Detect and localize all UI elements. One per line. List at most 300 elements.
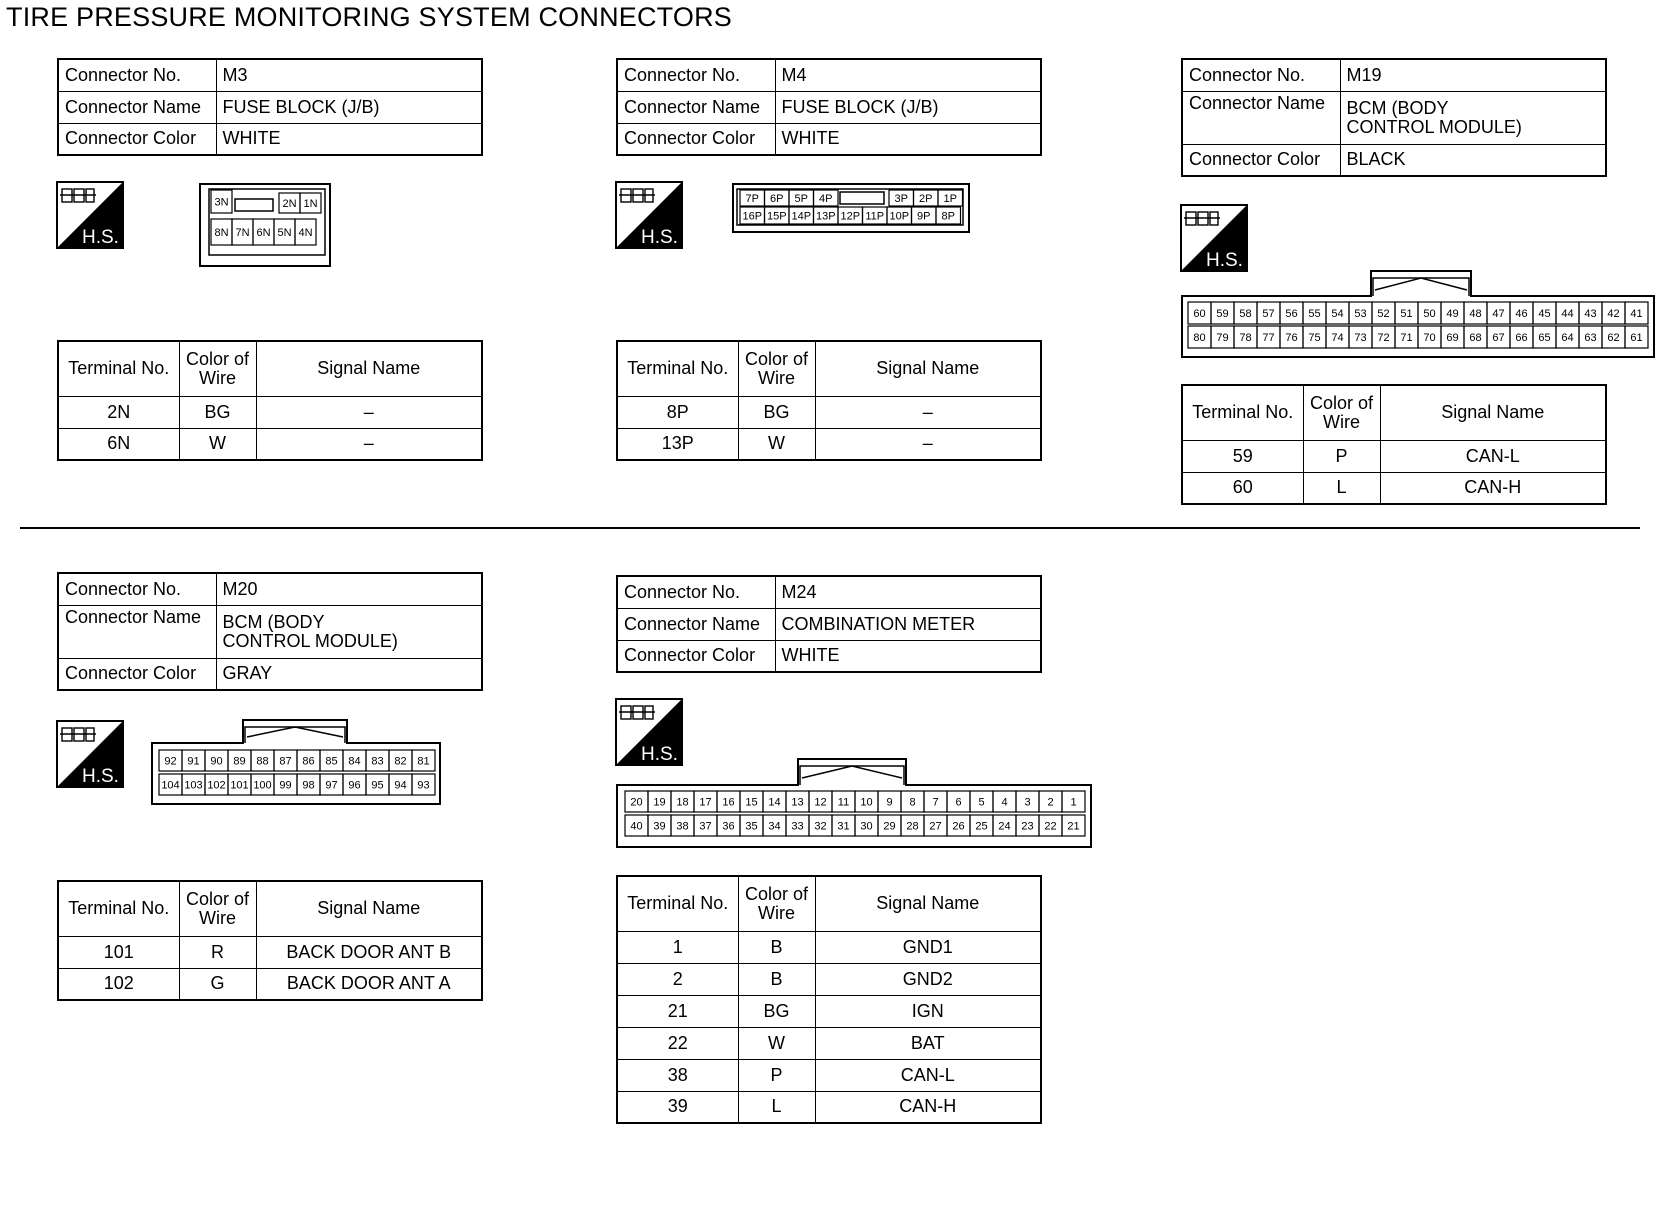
pin-label: 1N xyxy=(303,198,318,210)
pin-cell xyxy=(279,193,300,213)
pin-label: 5 xyxy=(978,796,985,809)
pin-cell xyxy=(901,791,924,812)
connector-no-label: Connector No. xyxy=(617,576,775,608)
pin-cell xyxy=(947,791,970,812)
pin-label: 96 xyxy=(348,779,361,792)
connector-name-label: Connector Name xyxy=(58,605,216,658)
pin-cell xyxy=(832,815,855,836)
terminal-no: 13P xyxy=(617,428,738,460)
pin-label: 85 xyxy=(325,755,338,768)
pin-cell xyxy=(912,207,937,224)
pin-label: 11P xyxy=(865,210,885,223)
connector-color-label: Connector Color xyxy=(617,640,775,672)
pin-label: 37 xyxy=(699,820,712,833)
section-divider xyxy=(20,527,1640,529)
pin-label: 54 xyxy=(1331,308,1344,320)
pin-label: 97 xyxy=(325,779,338,792)
pin-label: 4 xyxy=(1001,796,1008,809)
pin-label: 75 xyxy=(1308,332,1321,344)
wire-color-header: Color of Wire xyxy=(1303,385,1380,440)
pin-label: 73 xyxy=(1354,332,1367,344)
connector-face-m3 xyxy=(199,183,331,267)
pin-label: 92 xyxy=(164,755,177,768)
pin-cell xyxy=(205,750,228,771)
pin-label: 94 xyxy=(394,779,407,792)
terminal-no: 8P xyxy=(617,396,738,428)
pin-label: 10P xyxy=(889,210,910,223)
pin-label: 38 xyxy=(676,820,689,833)
terminal-no: 2 xyxy=(617,963,738,995)
wire-color: BG xyxy=(179,396,256,428)
pin-label: 24 xyxy=(998,820,1011,833)
connector-color-label: Connector Color xyxy=(617,123,775,155)
pin-label: 5P xyxy=(794,193,808,205)
connector-name-value: FUSE BLOCK (J/B) xyxy=(775,91,1041,123)
pin-cell xyxy=(717,815,740,836)
pin-cell xyxy=(878,791,901,812)
wire-color: BG xyxy=(738,995,815,1027)
pin-label: 20 xyxy=(630,796,643,809)
pin-label: 45 xyxy=(1538,308,1551,320)
pin-label: 18 xyxy=(676,796,689,809)
pin-label: 29 xyxy=(883,820,896,833)
signal-name: GND1 xyxy=(815,931,1041,963)
pin-label: 13P xyxy=(815,210,836,223)
pin-cell xyxy=(343,774,366,795)
pin-cell xyxy=(1602,302,1625,324)
pin-cell xyxy=(924,815,947,836)
terminal-table-m20 xyxy=(57,880,483,1001)
pin-label: 40 xyxy=(630,820,643,833)
pin-cell xyxy=(1372,326,1395,348)
connector-no-label: Connector No. xyxy=(58,59,216,91)
terminal-no-header: Terminal No. xyxy=(617,876,738,931)
pin-cell xyxy=(1556,326,1579,348)
terminal-no: 59 xyxy=(1182,440,1303,472)
signal-name: BAT xyxy=(815,1027,1041,1059)
pin-cell xyxy=(1602,326,1625,348)
signal-name-header: Signal Name xyxy=(1380,385,1606,440)
pin-cell xyxy=(694,815,717,836)
terminal-no: 39 xyxy=(617,1091,738,1123)
signal-name: BACK DOOR ANT A xyxy=(256,968,482,1000)
pin-cell xyxy=(901,815,924,836)
hs-label: H.S. xyxy=(641,744,678,765)
connector-no-label: Connector No. xyxy=(58,573,216,605)
signal-name: – xyxy=(815,428,1041,460)
pin-cell xyxy=(789,190,814,206)
connector-name-label: Connector Name xyxy=(58,91,216,123)
signal-name: CAN-H xyxy=(1380,472,1606,504)
signal-name: – xyxy=(256,428,482,460)
pin-cell xyxy=(182,750,205,771)
hs-label: H.S. xyxy=(1206,250,1243,271)
pin-cell xyxy=(671,791,694,812)
signal-name: GND2 xyxy=(815,963,1041,995)
signal-name-header: Signal Name xyxy=(256,881,482,936)
pin-label: 8 xyxy=(909,796,916,809)
pin-cell xyxy=(182,774,205,795)
connector-no-value: M19 xyxy=(1340,59,1606,91)
pin-label: 15P xyxy=(766,210,787,223)
pin-label: 93 xyxy=(417,779,430,792)
terminal-table-m19 xyxy=(1181,384,1607,505)
terminal-table-m3 xyxy=(57,340,483,461)
pin-cell xyxy=(211,190,232,213)
pin-cell xyxy=(1016,791,1039,812)
table-row xyxy=(58,968,482,1000)
pin-cell xyxy=(1533,302,1556,324)
pin-label: 43 xyxy=(1584,308,1597,320)
pin-label: 95 xyxy=(371,779,384,792)
terminal-table-m24 xyxy=(616,875,1042,1124)
pin-label: 22 xyxy=(1044,820,1057,833)
pin-cell xyxy=(814,207,839,224)
pin-label: 1 xyxy=(1070,796,1077,809)
pin-cell xyxy=(1464,326,1487,348)
pin-label: 87 xyxy=(279,755,292,768)
terminal-no: 101 xyxy=(58,936,179,968)
pin-label: 51 xyxy=(1400,308,1413,320)
pin-cell xyxy=(1326,302,1349,324)
wire-color: P xyxy=(1303,440,1380,472)
pin-label: 91 xyxy=(187,755,200,768)
hs-label: H.S. xyxy=(82,766,119,787)
connector-no-label: Connector No. xyxy=(617,59,775,91)
pin-label: 7N xyxy=(235,227,250,239)
pin-label: 16 xyxy=(722,796,735,809)
pin-label: 90 xyxy=(210,755,223,768)
pin-cell xyxy=(1280,302,1303,324)
connector-color-value: BLACK xyxy=(1340,144,1606,176)
pin-label: 101 xyxy=(230,779,249,792)
hs-label: H.S. xyxy=(641,227,678,248)
wire-color: B xyxy=(738,963,815,995)
pin-label: 39 xyxy=(653,820,666,833)
pin-cell xyxy=(740,190,765,206)
connector-info-table-m20 xyxy=(57,572,483,691)
pin-label: 34 xyxy=(768,820,781,833)
wire-color: W xyxy=(179,428,256,460)
signal-name-header: Signal Name xyxy=(815,341,1041,396)
pin-label: 63 xyxy=(1584,332,1597,344)
pin-label: 12 xyxy=(814,796,827,809)
pin-cell xyxy=(694,791,717,812)
pin-label: 99 xyxy=(279,779,292,792)
pin-cell xyxy=(838,207,863,224)
table-row xyxy=(617,396,1041,428)
pin-label: 2 xyxy=(1047,796,1054,809)
pin-cell xyxy=(274,750,297,771)
pin-label: 62 xyxy=(1607,332,1620,344)
wire-color-header: Color of Wire xyxy=(738,341,815,396)
pin-cell xyxy=(251,750,274,771)
table-row xyxy=(617,963,1041,995)
pin-label: 14P xyxy=(791,210,812,223)
pin-label: 88 xyxy=(256,755,269,768)
pin-label: 65 xyxy=(1538,332,1551,344)
connector-color-value: WHITE xyxy=(216,123,482,155)
harness-side-icon xyxy=(56,720,124,788)
wire-color: P xyxy=(738,1059,815,1091)
pin-cell xyxy=(789,207,814,224)
connector-color-value: GRAY xyxy=(216,658,482,690)
pin-cell xyxy=(228,774,251,795)
pin-label: 82 xyxy=(394,755,407,768)
pin-cell xyxy=(1016,815,1039,836)
terminal-no-header: Terminal No. xyxy=(58,881,179,936)
pin-cell xyxy=(1372,302,1395,324)
pin-label: 2P xyxy=(919,193,933,205)
connector-color-value: WHITE xyxy=(775,640,1041,672)
pin-cell xyxy=(938,190,963,206)
pin-cell xyxy=(1188,326,1211,348)
pin-cell xyxy=(366,750,389,771)
wire-color-header: Color of Wire xyxy=(179,341,256,396)
connector-name-label: Connector Name xyxy=(617,91,775,123)
pin-cell xyxy=(295,219,316,245)
connector-color-value: WHITE xyxy=(775,123,1041,155)
pin-cell xyxy=(1418,326,1441,348)
pin-cell xyxy=(717,791,740,812)
pin-cell xyxy=(211,219,232,245)
pin-cell xyxy=(1326,326,1349,348)
pin-label: 27 xyxy=(929,820,942,833)
pin-cell xyxy=(1625,302,1648,324)
pin-cell xyxy=(320,750,343,771)
pin-cell xyxy=(228,750,251,771)
wire-color: W xyxy=(738,428,815,460)
pin-label: 11 xyxy=(837,796,850,809)
connector-name-label: Connector Name xyxy=(617,608,775,640)
pin-label: 83 xyxy=(371,755,384,768)
pin-cell xyxy=(205,774,228,795)
pin-cell xyxy=(1349,326,1372,348)
pin-cell xyxy=(814,190,839,206)
pin-label: 58 xyxy=(1239,308,1252,320)
pin-cell xyxy=(1579,302,1602,324)
signal-name: CAN-L xyxy=(815,1059,1041,1091)
table-row xyxy=(617,931,1041,963)
table-row xyxy=(617,995,1041,1027)
connector-info-table-m4 xyxy=(616,58,1042,156)
pin-label: 72 xyxy=(1377,332,1390,344)
connector-info-table-m3 xyxy=(57,58,483,156)
connector-no-label: Connector No. xyxy=(1182,59,1340,91)
pin-cell xyxy=(671,815,694,836)
pin-label: 81 xyxy=(417,755,430,768)
pin-label: 42 xyxy=(1607,308,1620,320)
pin-cell xyxy=(1510,326,1533,348)
harness-side-icon xyxy=(56,181,124,249)
pin-cell xyxy=(786,791,809,812)
table-row xyxy=(58,428,482,460)
pin-label: 7P xyxy=(745,193,759,205)
signal-name: BACK DOOR ANT B xyxy=(256,936,482,968)
connector-color-label: Connector Color xyxy=(1182,144,1340,176)
pin-label: 4N xyxy=(298,227,313,239)
terminal-no: 21 xyxy=(617,995,738,1027)
pin-cell xyxy=(914,190,939,206)
pin-cell xyxy=(1349,302,1372,324)
terminal-no-header: Terminal No. xyxy=(617,341,738,396)
connector-no-value: M3 xyxy=(216,59,482,91)
pin-cell xyxy=(936,207,961,224)
signal-name-header: Signal Name xyxy=(815,876,1041,931)
pin-label: 28 xyxy=(906,820,919,833)
pin-cell xyxy=(1441,326,1464,348)
pin-label: 69 xyxy=(1446,332,1459,344)
pin-label: 86 xyxy=(302,755,315,768)
harness-side-icon xyxy=(615,181,683,249)
harness-side-icon xyxy=(615,698,683,766)
table-row xyxy=(617,428,1041,460)
pin-label: 6 xyxy=(955,796,962,809)
pin-label: 7 xyxy=(932,796,939,809)
pin-cell xyxy=(648,791,671,812)
pin-label: 48 xyxy=(1469,308,1482,320)
connector-face-m19 xyxy=(1181,270,1655,358)
signal-name: – xyxy=(815,396,1041,428)
pin-cell xyxy=(1280,326,1303,348)
pin-label: 44 xyxy=(1561,308,1574,320)
pin-label: 60 xyxy=(1193,308,1206,320)
table-row xyxy=(617,1027,1041,1059)
pin-cell xyxy=(1234,326,1257,348)
pin-cell xyxy=(1487,326,1510,348)
connector-color-label: Connector Color xyxy=(58,658,216,690)
connector-name-value: BCM (BODY CONTROL MODULE) xyxy=(1340,91,1606,144)
pin-label: 52 xyxy=(1377,308,1390,320)
pin-cell xyxy=(786,815,809,836)
pin-cell xyxy=(1625,326,1648,348)
connector-face-m24 xyxy=(616,758,1092,848)
pin-cell xyxy=(1510,302,1533,324)
pin-cell xyxy=(1234,302,1257,324)
pin-cell xyxy=(1395,302,1418,324)
pin-cell xyxy=(625,791,648,812)
pin-cell xyxy=(297,750,320,771)
wire-color: G xyxy=(179,968,256,1000)
pin-label: 19 xyxy=(653,796,666,809)
pin-label: 35 xyxy=(745,820,758,833)
signal-name: CAN-H xyxy=(815,1091,1041,1123)
pin-label: 80 xyxy=(1193,332,1206,344)
pin-label: 13 xyxy=(791,796,804,809)
pin-label: 59 xyxy=(1216,308,1229,320)
pin-label: 78 xyxy=(1239,332,1252,344)
pin-label: 2N xyxy=(282,198,297,210)
pin-label: 23 xyxy=(1021,820,1034,833)
wire-color-header: Color of Wire xyxy=(738,876,815,931)
pin-label: 53 xyxy=(1354,308,1367,320)
connector-info-table-m24 xyxy=(616,575,1042,673)
pin-cell xyxy=(763,791,786,812)
terminal-no: 6N xyxy=(58,428,179,460)
connector-no-value: M24 xyxy=(775,576,1041,608)
pin-label: 31 xyxy=(837,820,850,833)
pin-cell xyxy=(1441,302,1464,324)
pin-cell xyxy=(970,791,993,812)
pin-cell xyxy=(809,815,832,836)
pin-label: 70 xyxy=(1423,332,1436,344)
terminal-no-header: Terminal No. xyxy=(1182,385,1303,440)
pin-cell xyxy=(993,791,1016,812)
pin-cell xyxy=(412,774,435,795)
pin-cell xyxy=(740,207,765,224)
pin-cell xyxy=(970,815,993,836)
pin-label: 47 xyxy=(1492,308,1505,320)
pin-cell xyxy=(855,791,878,812)
pin-label: 46 xyxy=(1515,308,1528,320)
pin-cell xyxy=(1188,302,1211,324)
pin-label: 55 xyxy=(1308,308,1321,320)
pin-label: 103 xyxy=(184,779,203,792)
pin-label: 89 xyxy=(233,755,246,768)
pin-cell xyxy=(1556,302,1579,324)
pin-label: 15 xyxy=(745,796,758,809)
pin-label: 64 xyxy=(1561,332,1574,344)
pin-cell xyxy=(366,774,389,795)
pin-label: 33 xyxy=(791,820,804,833)
pin-label: 9P xyxy=(917,210,931,223)
pin-cell xyxy=(1257,302,1280,324)
pin-label: 1P xyxy=(943,193,957,205)
page-title: TIRE PRESSURE MONITORING SYSTEM CONNECTORS xyxy=(6,2,732,32)
pin-cell xyxy=(765,190,790,206)
pin-cell xyxy=(1039,791,1062,812)
pin-cell xyxy=(343,750,366,771)
pin-label: 71 xyxy=(1400,332,1413,344)
pin-cell xyxy=(947,815,970,836)
pin-cell xyxy=(889,190,914,206)
connector-name-value: FUSE BLOCK (J/B) xyxy=(216,91,482,123)
pin-cell xyxy=(887,207,912,224)
pin-label: 98 xyxy=(302,779,315,792)
pin-cell xyxy=(1211,326,1234,348)
table-row xyxy=(58,396,482,428)
pin-cell xyxy=(297,774,320,795)
terminal-no: 22 xyxy=(617,1027,738,1059)
pin-label: 17 xyxy=(699,796,712,809)
pin-label: 9 xyxy=(886,796,893,809)
pin-cell xyxy=(159,750,182,771)
pin-cell xyxy=(1303,326,1326,348)
pin-cell xyxy=(765,207,790,224)
terminal-no: 2N xyxy=(58,396,179,428)
table-row xyxy=(1182,440,1606,472)
pin-label: 6N xyxy=(256,227,271,239)
signal-name: CAN-L xyxy=(1380,440,1606,472)
pin-cell xyxy=(320,774,343,795)
pin-label: 57 xyxy=(1262,308,1275,320)
pin-label: 32 xyxy=(814,820,827,833)
pin-cell xyxy=(300,193,321,213)
pin-label: 16P xyxy=(742,210,763,223)
connector-name-label: Connector Name xyxy=(1182,91,1340,144)
pin-cell xyxy=(159,774,182,795)
pin-cell xyxy=(1533,326,1556,348)
pin-label: 50 xyxy=(1423,308,1436,320)
pin-label: 3P xyxy=(894,193,908,205)
pin-label: 41 xyxy=(1630,308,1643,320)
pin-label: 36 xyxy=(722,820,735,833)
table-row xyxy=(617,1059,1041,1091)
signal-name-header: Signal Name xyxy=(256,341,482,396)
table-row xyxy=(617,1091,1041,1123)
pin-label: 76 xyxy=(1285,332,1298,344)
pin-cell xyxy=(763,815,786,836)
